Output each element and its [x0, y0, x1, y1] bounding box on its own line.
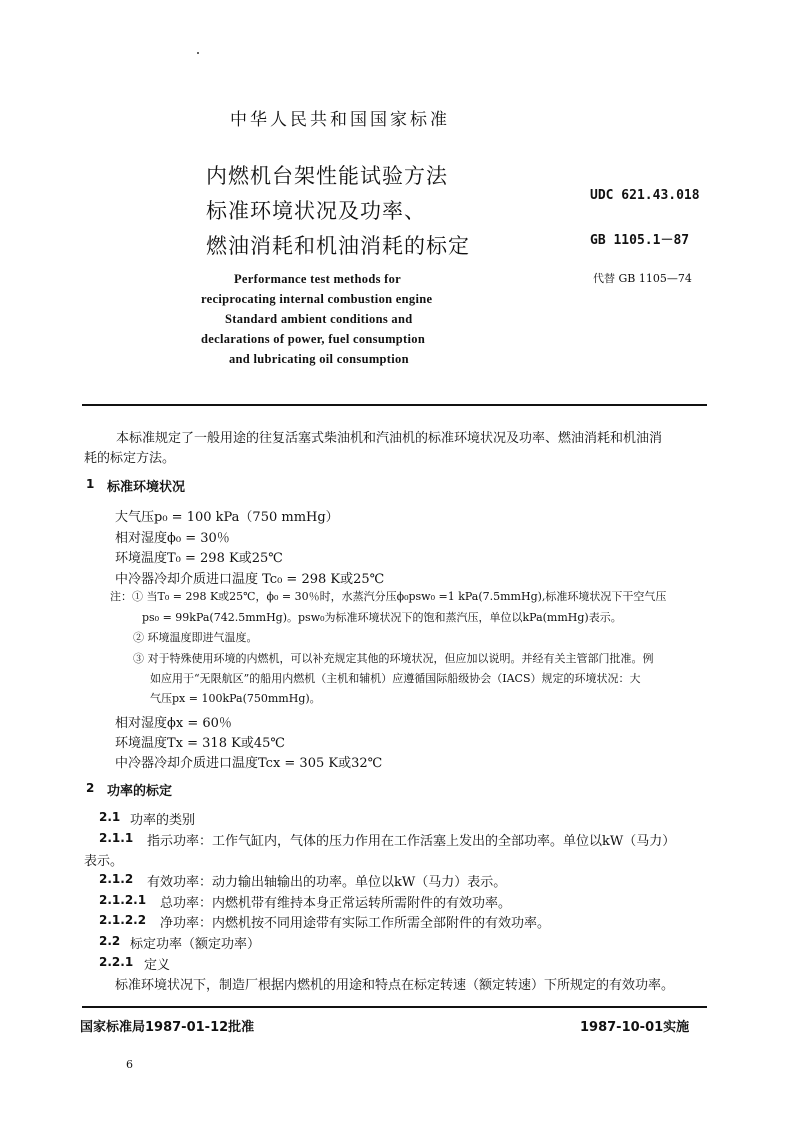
- special-humidity: 相对湿度ϕx = 60％: [115, 716, 232, 731]
- english-title-line-5: and lubricating oil consumption: [229, 352, 409, 366]
- section-2-number: 2: [86, 781, 95, 795]
- clause-text: 指示功率：工作气缸内，气体的压力作用在工作活塞上发出的全部功率。单位以kW（马力）: [147, 834, 676, 849]
- intro-line-2: 耗的标定方法。: [84, 451, 176, 466]
- note-3-line-1: ③ 对于特殊使用环境的内燃机，可以补充规定其他的环境状况，但应加以说明。并经有关主管部门批准。例: [133, 652, 654, 665]
- clause-number: 2.1.2.2: [99, 913, 147, 927]
- gb-code: GB 1105.1－87: [590, 233, 690, 248]
- clause-number: 2.1: [99, 810, 121, 824]
- footer-divider: [82, 1006, 707, 1008]
- note-2: ② 环境温度即进气温度。: [133, 631, 258, 644]
- english-title-line-4: declarations of power, fuel consumption: [201, 332, 426, 346]
- section-2-heading: 功率的标定: [107, 784, 173, 799]
- english-title-line-1: Performance test methods for: [234, 272, 402, 286]
- condition-temperature: 环境温度T₀ = 298 K或25℃: [115, 551, 283, 566]
- special-temperature: 环境温度Tx = 318 K或45℃: [115, 736, 285, 751]
- effective-date: 1987-10-01实施: [580, 1020, 690, 1035]
- issuing-organization: 中华人民共和国国家标准: [230, 110, 450, 130]
- section-1-heading: 标准环境状况: [107, 480, 186, 495]
- clause-number: 2.1.2.1: [99, 893, 147, 907]
- clause-text: 标定功率（额定功率）: [130, 937, 261, 952]
- header-divider: [82, 404, 707, 406]
- udc-code: UDC 621.43.018: [590, 188, 700, 203]
- title-line-3: 燃油消耗和机油消耗的标定: [206, 234, 470, 258]
- clause-text: 总功率：内燃机带有维持本身正常运转所需附件的有效功率。: [160, 896, 512, 911]
- title-line-2: 标准环境状况及功率、: [206, 199, 426, 223]
- clause-text: 有效功率：动力输出轴输出的功率。单位以kW（马力）表示。: [147, 875, 507, 890]
- replaces-note: 代替 GB 1105—74: [593, 272, 692, 285]
- clause-text: 净功率：内燃机按不同用途带有实际工作所需全部附件的有效功率。: [160, 916, 551, 931]
- condition-humidity: 相对湿度ϕ₀ = 30％: [115, 531, 230, 546]
- title-line-1: 内燃机台架性能试验方法: [206, 164, 448, 188]
- clause-number: 2.1.2: [99, 872, 134, 886]
- definition-text: 标准环境状况下，制造厂根据内燃机的用途和特点在标定转速（额定转速）下所规定的有效功率。: [115, 978, 675, 993]
- clause-number: 2.1.1: [99, 831, 134, 845]
- note-1-line-1: 注：① 当T₀ = 298 K或25℃，ϕ₀ = 30％时，水蒸汽分压ϕ₀psw₀ =1 kPa(7.5mmHg),标准环境状况下干空气压: [110, 590, 667, 603]
- condition-intercooler-temp: 中冷器冷却介质进口温度 Tc₀ = 298 K或25℃: [115, 572, 385, 587]
- clause-text-continued: 表示。: [84, 854, 124, 869]
- english-title-line-2: reciprocating internal combustion engine: [201, 292, 433, 306]
- english-title-line-3: Standard ambient conditions and: [225, 312, 413, 326]
- special-intercooler-temp: 中冷器冷却介质进口温度Tcx = 305 K或32℃: [115, 756, 383, 771]
- clause-text: 功率的类别: [130, 813, 196, 828]
- speck-mark: [197, 52, 199, 54]
- clause-number: 2.2.1: [99, 955, 134, 969]
- condition-pressure: 大气压p₀ = 100 kPa（750 mmHg）: [115, 510, 339, 525]
- approval-date: 国家标准局1987-01-12批准: [80, 1020, 255, 1035]
- note-3-line-3: 气压px = 100kPa(750mmHg)。: [150, 692, 321, 705]
- clause-number: 2.2: [99, 934, 121, 948]
- intro-line-1: 本标准规定了一般用途的往复活塞式柴油机和汽油机的标准环境状况及功率、燃油消耗和机油消: [116, 431, 663, 446]
- note-1-line-2: ps₀ = 99kPa(742.5mmHg)。psw₀为标准环境状况下的饱和蒸汽压，单位以kPa(mmHg)表示。: [142, 611, 622, 624]
- clause-text: 定义: [144, 958, 171, 973]
- note-3-line-2: 如应用于“无限航区”的船用内燃机（主机和辅机）应遵循国际船级协会（IACS）规定的环境状况：大: [150, 672, 641, 685]
- section-1-number: 1: [86, 477, 95, 491]
- page-number: 6: [126, 1058, 133, 1071]
